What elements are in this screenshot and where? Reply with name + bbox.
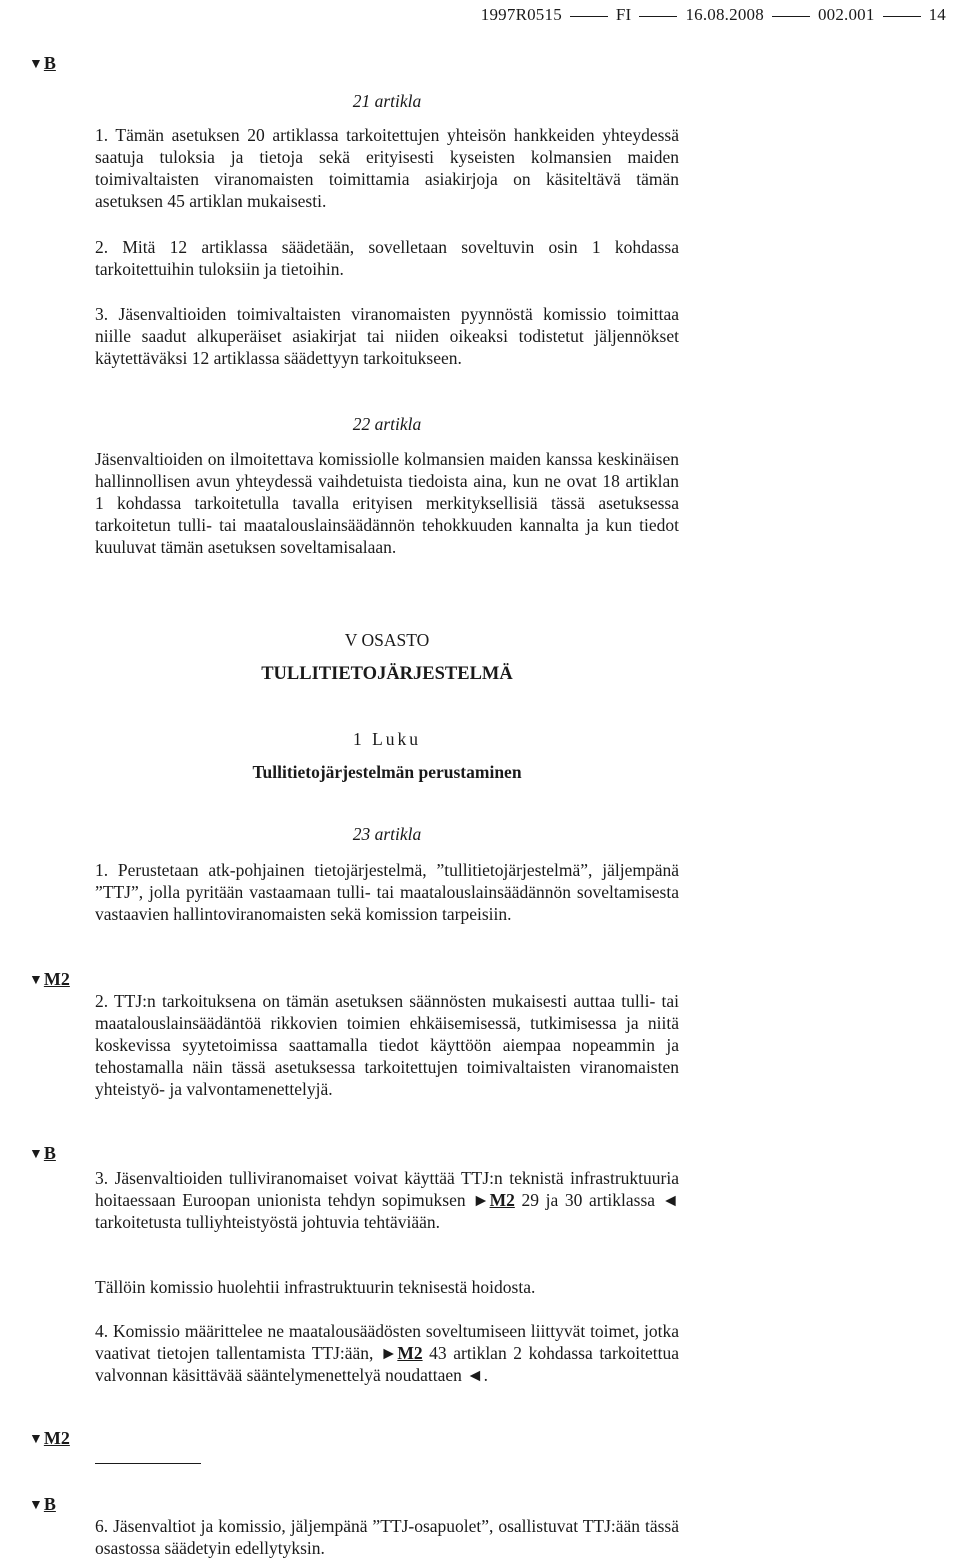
doc-id: 1997R0515 xyxy=(480,5,562,24)
amendment-marker-m2: ▼M2 xyxy=(29,1428,70,1448)
article-23-paragraph-3-note: Tällöin komissio huolehtii infrastruktuurin teknisestä hoidosta. xyxy=(95,1277,536,1297)
triangle-down-icon: ▼ xyxy=(29,1147,43,1162)
triangle-down-icon: ▼ xyxy=(29,1498,43,1513)
chapter-number: 1 Luku xyxy=(352,729,422,749)
article-23-paragraph-3: 3. Jäsenvaltioiden tulliviranomaiset voivat käyttää TTJ:n teknistä infrastruktuuria hoitaessaan Euroopan unionista tehdyn sopimuksen ►M2 29 ja 30 artiklassa ◄ tarkoitetusta tulliyhteistyöstä johtuvia tehtäviään. xyxy=(95,1168,680,1232)
triangle-down-icon: ▼ xyxy=(29,57,43,72)
article-21-paragraph-2: 2. Mitä 12 artiklassa säädetään, sovelletaan soveltuvin osin 1 kohdassa tarkoitettuihin tuloksiin ja tietoihin. xyxy=(95,237,679,279)
article-23-paragraph-6: 6. Jäsenvaltiot ja komissio, jäljempänä ”TTJ-osapuolet”, osallistuvat TTJ:ään tässä osastossa säädetyin edellytyksin. xyxy=(95,1516,679,1558)
deleted-paragraph-rule xyxy=(95,1463,201,1464)
part-title: V OSASTO xyxy=(344,630,430,650)
doc-date: 16.08.2008 xyxy=(685,5,764,24)
doc-lang: FI xyxy=(615,5,632,24)
amendment-marker-b: ▼B xyxy=(29,1494,56,1514)
arrow-right-icon: ► xyxy=(472,1190,490,1210)
article-21-title: 21 artikla xyxy=(352,91,422,111)
chapter-title: Tullitietojärjestelmän perustaminen xyxy=(252,762,522,782)
article-21-paragraph-1: 1. Tämän asetuksen 20 artiklassa tarkoitettujen yhteisön hankkeiden yhteydessä saatuja tuloksia ja tietoja sekä erityisesti kyseisten kolmansien maiden toimivaltaisten viranomaisten toimittamia asiakirjoja on käsiteltävä tämän asetuksen 45 artiklan mukaisesti. xyxy=(95,125,679,211)
arrow-right-icon: ► xyxy=(379,1343,398,1363)
amendment-marker-b: ▼B xyxy=(29,1143,56,1163)
article-23-title: 23 artikla xyxy=(352,824,422,844)
triangle-down-icon: ▼ xyxy=(29,973,43,988)
page-number: 14 xyxy=(928,5,946,24)
article-23-paragraph-4: 4. Komissio määrittelee ne maatalousäädösten soveltumiseen liittyvät toimet, jotka vaativat tietojen tallentamista TTJ:ään, ►M2 43 artiklan 2 kohdassa tarkoitettua valvonnan käsittävää sääntelymenettelyä noudattaen ◄. xyxy=(95,1321,680,1385)
article-22-title: 22 artikla xyxy=(352,414,422,434)
amendment-marker-b: ▼B xyxy=(29,53,56,73)
doc-version: 002.001 xyxy=(817,5,875,24)
document-header xyxy=(481,5,946,25)
part-subtitle: TULLITIETOJÄRJESTELMÄ xyxy=(261,664,513,684)
article-21-paragraph-3: 3. Jäsenvaltioiden toimivaltaisten viranomaisten pyynnöstä komissio toimittaa niille saadut alkuperäiset asiakirjat tai niiden oikeaksi todistetut jäljennökset käytettäväksi 12 artiklassa säädettyyn tarkoitukseen. xyxy=(95,304,679,368)
triangle-down-icon: ▼ xyxy=(29,1432,43,1447)
amendment-reference: ►M2 xyxy=(379,1343,423,1363)
article-23-paragraph-1: 1. Perustetaan atk-pohjainen tietojärjestelmä, ”tullitietojärjestelmä”, jäljempänä ”TTJ”, jolla pyritään vastaamaan tulli- tai maatalouslainsäädännön soveltamisesta vastaavien hallintoviranomaisten sekä komission tarpeisiin. xyxy=(95,860,679,924)
arrow-left-icon: ◄ xyxy=(661,1190,680,1210)
amendment-reference: ►M2 xyxy=(472,1190,515,1210)
article-22-paragraph: Jäsenvaltioiden on ilmoitettava komissiolle kolmansien maiden kanssa keskinäisen hallinnollisen avun yhteydessä vaihdetuista tiedoista aina, kun ne ovat 18 artiklan 1 kohdassa tarkoitetulla tavalla erityisen merkityksellisiä tässä asetuksessa tarkoitetun tulli- tai maatalouslainsäädännön tehokkuuden kannalta ja kun tiedot kuuluvat tämän asetuksen soveltamisalaan. xyxy=(95,449,679,557)
amendment-marker-m2: ▼M2 xyxy=(29,969,70,989)
article-23-paragraph-2: 2. TTJ:n tarkoituksena on tämän asetuksen säännösten mukaisesti auttaa tulli- tai maatalouslainsäädäntöä rikkovien toimien ehkäisemisessä, tutkimisessa ja niitä koskevissa syytetoimissa saattamalla tiedot käyttöön aiempaa nopeammin ja tehostamalla näin tässä asetuksessa tarkoitettujen toimivaltaisten viranomaisten yhteistyö- ja valvontamenettelyjä. xyxy=(95,991,679,1099)
arrow-left-icon: ◄ xyxy=(466,1365,484,1385)
